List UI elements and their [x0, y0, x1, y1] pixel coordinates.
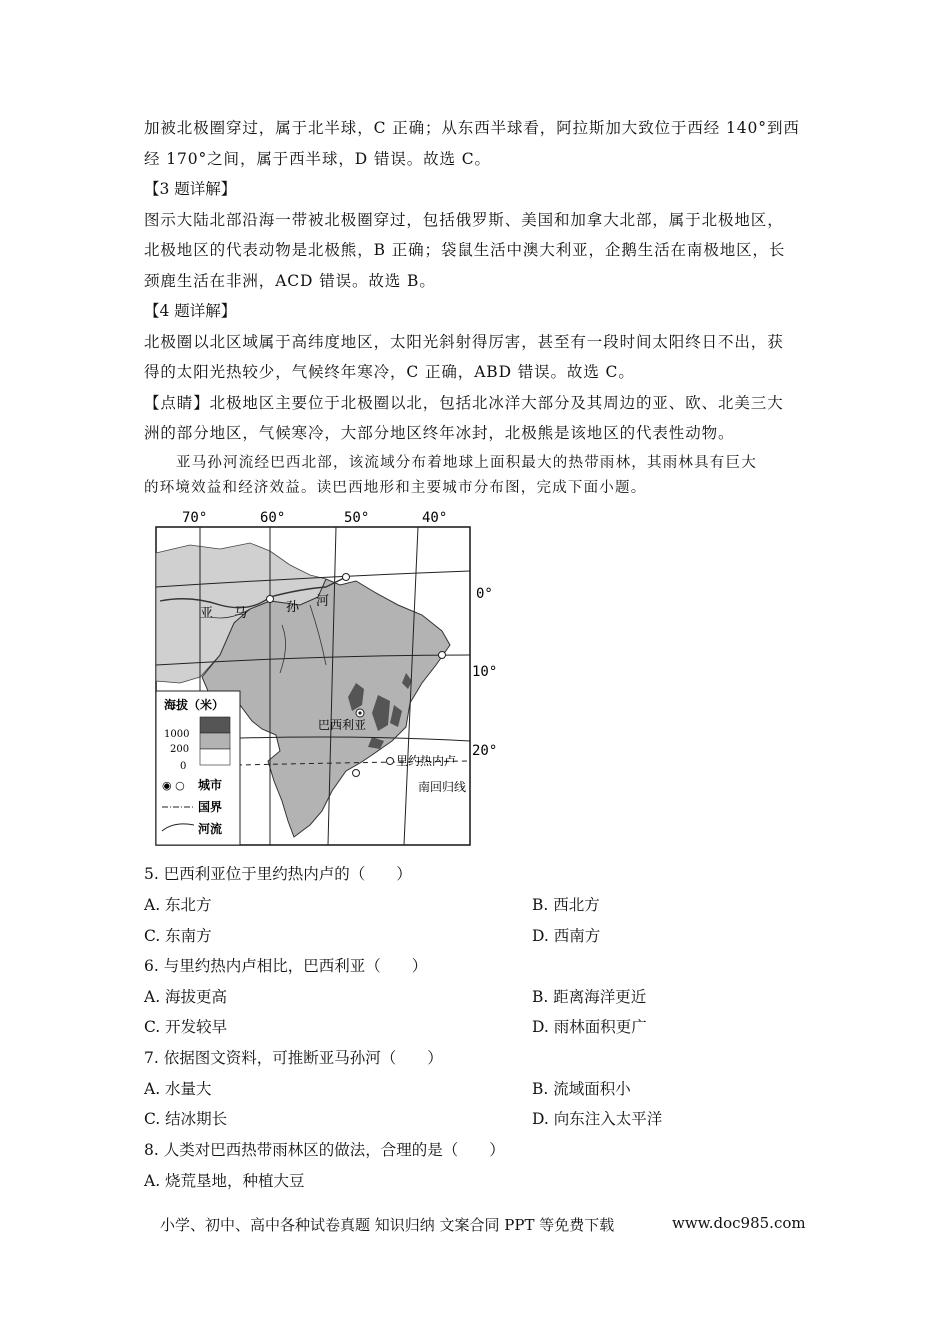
- map-legend: [156, 691, 240, 845]
- section-heading-q3: 【3 题详解】: [144, 180, 237, 198]
- lon-label: 70°: [182, 510, 208, 526]
- lon-label: 40°: [422, 510, 448, 526]
- q7-option-a: A. 水量大: [144, 1080, 212, 1098]
- footer-url[interactable]: www.doc985.com: [672, 1214, 806, 1232]
- lon-label: 60°: [260, 510, 286, 526]
- legend-title: 海拔（米）: [164, 698, 225, 712]
- city-marker: [387, 758, 394, 765]
- answer-line-6: 颈鹿生活在非洲，ACD 错误。故选 B。: [144, 272, 436, 290]
- q6-option-d: D. 雨林面积更广: [532, 1018, 647, 1036]
- lat-label: 0°: [476, 586, 493, 602]
- q5-option-a: A. 东北方: [144, 896, 212, 914]
- river-label: 马: [234, 606, 248, 621]
- lon-label: 50°: [344, 510, 370, 526]
- city-marker: [353, 770, 360, 777]
- q6-option-a: A. 海拔更高: [144, 988, 228, 1006]
- answer-line-9: 得的太阳光热较少，气候终年寒冷，C 正确，ABD 错误。故选 C。: [144, 363, 635, 381]
- brazil-map: [150, 505, 498, 850]
- q6-option-c: C. 开发较早: [144, 1018, 228, 1036]
- answer-line-8: 北极圈以北区域属于高纬度地区，太阳光斜射得厉害，甚至有一段时间太阳终日不出，获: [144, 333, 784, 351]
- answer-line-2: 经 170°之间，属于西半球，D 错误。故选 C。: [144, 150, 491, 168]
- q5-option-d: D. 西南方: [532, 927, 601, 945]
- legend-city-symbol: ◉ ○: [162, 779, 185, 792]
- river-label: 亚: [200, 606, 214, 621]
- tip-line-2: 洲的部分地区，气候寒冷，大部分地区终年冰封，北极熊是该地区的代表性动物。: [144, 424, 735, 442]
- section-heading-q4: 【4 题详解】: [144, 302, 237, 320]
- q7-option-b: B. 流域面积小: [532, 1080, 631, 1098]
- answer-line-5: 北极地区的代表动物是北极熊，B 正确；袋鼠生活中澳大利亚，企鹅生活在南极地区，长: [144, 241, 786, 259]
- city-marker: [343, 574, 350, 581]
- river-label: 孙: [286, 600, 300, 615]
- intro-line-1: 亚马孙河流经巴西北部，该流域分布着地球上面积最大的热带雨林，其雨林具有巨大: [176, 455, 757, 471]
- q6-option-b: B. 距离海洋更近: [532, 988, 647, 1006]
- footer-promo: 小学、初中、高中各种试卷真题 知识归纳 文案合同 PPT 等免费下载: [160, 1216, 615, 1234]
- q5-option-c: C. 东南方: [144, 927, 212, 945]
- question-5-stem: 5. 巴西利亚位于里约热内卢的（ ）: [144, 865, 412, 883]
- river-label: 河: [316, 594, 330, 609]
- legend-level: 200: [170, 744, 190, 755]
- capital-label: 巴西利亚: [318, 718, 367, 732]
- question-8-stem: 8. 人类对巴西热带雨林区的做法，合理的是（ ）: [144, 1141, 505, 1159]
- q7-option-d: D. 向东注入太平洋: [532, 1110, 663, 1128]
- question-6-stem: 6. 与里约热内卢相比，巴西利亚（ ）: [144, 957, 428, 975]
- q7-option-c: C. 结冰期长: [144, 1110, 228, 1128]
- tip-line-1: 【点睛】北极地区主要位于北极圈以北，包括北冰洋大部分及其周边的亚、欧、北美三大: [144, 394, 784, 412]
- q5-option-b: B. 西北方: [532, 896, 600, 914]
- legend-river: 河流: [198, 822, 223, 836]
- q8-option-a: A. 烧荒垦地，种植大豆: [144, 1172, 305, 1190]
- tropic-label: 南回归线: [418, 780, 467, 794]
- answer-line-4: 图示大陆北部沿海一带被北极圈穿过，包括俄罗斯、美国和加拿大北部，属于北极地区，: [144, 211, 784, 229]
- legend-level: 1000: [164, 729, 190, 740]
- lat-label: 10°: [472, 664, 498, 680]
- city-label: 里约热内卢: [396, 754, 457, 768]
- city-marker: [267, 596, 274, 603]
- legend-border: 国界: [198, 800, 223, 814]
- lat-label: 20°: [472, 743, 498, 759]
- legend-city: 城市: [198, 778, 223, 792]
- question-7-stem: 7. 依据图文资料，可推断亚马孙河（ ）: [144, 1049, 443, 1067]
- answer-line-1: 加被北极圈穿过，属于北半球，C 正确；从东西半球看，阿拉斯加大致位于西经 140°到西: [144, 119, 800, 137]
- city-marker: [439, 652, 446, 659]
- intro-line-2: 的环境效益和经济效益。读巴西地形和主要城市分布图，完成下面小题。: [144, 480, 647, 496]
- legend-level: 0: [180, 761, 187, 772]
